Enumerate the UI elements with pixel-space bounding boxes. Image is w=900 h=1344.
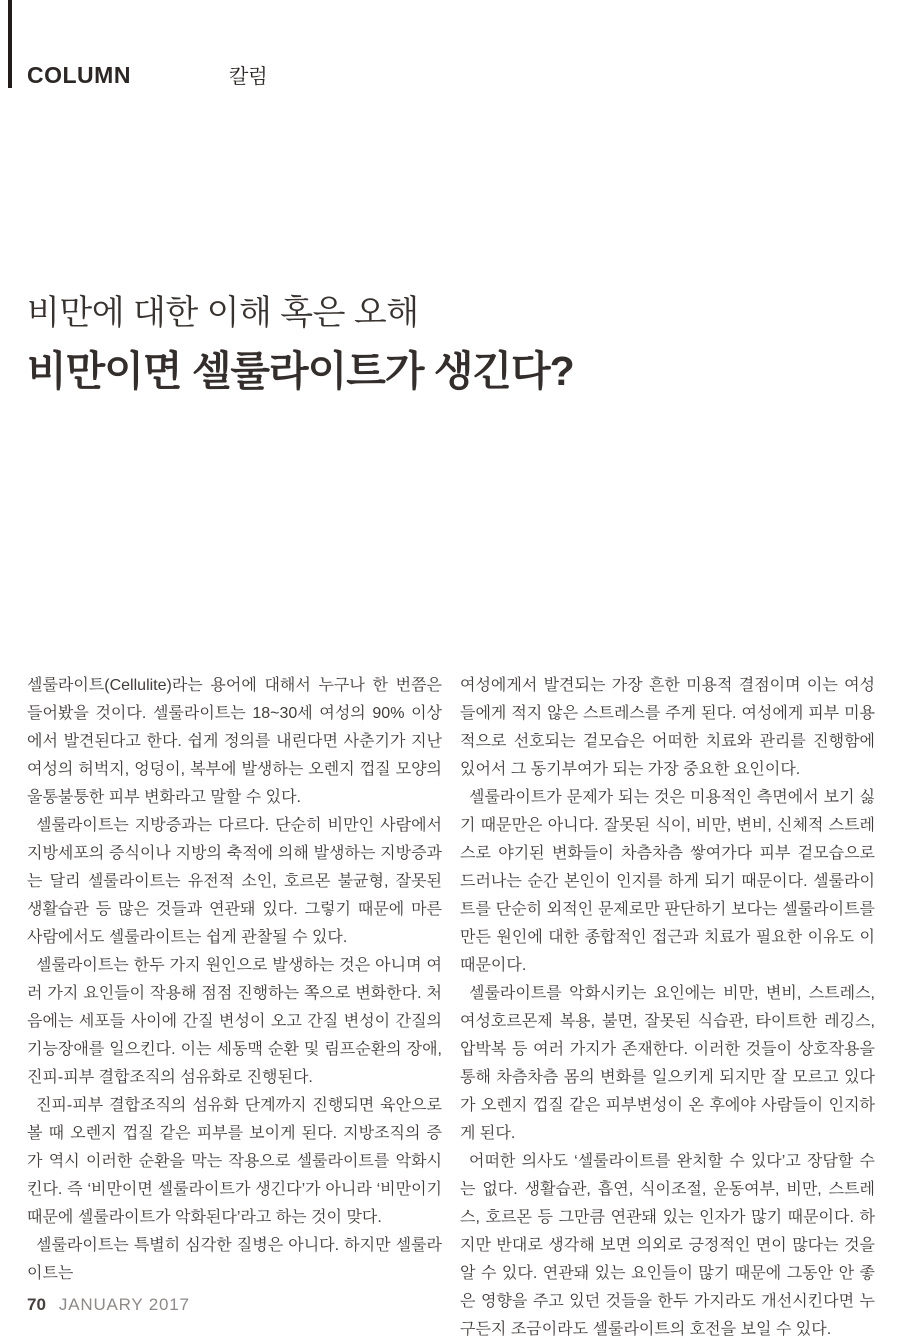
- left-edge-rule: [8, 0, 12, 88]
- page-footer: [27, 1295, 190, 1315]
- page-number: 70: [27, 1295, 46, 1314]
- body-paragraph: 셀룰라이트를 악화시키는 요인에는 비만, 변비, 스트레스, 여성호르몬제 복용, 불면, 잘못된 식습관, 타이트한 레깅스, 압박복 등 여러 가지가 존재한다. 이러한 것들이 상호작용을 통해 차츰차츰 몸의 변화를 일으키게 되지만 잘 모르고 있다가 오렌지 껍질 같은 피부변성이 온 후에야 사람들이 인지하게 된다.: [460, 985, 875, 1142]
- body-column-right: [460, 672, 875, 1344]
- section-label: COLUMN: [27, 62, 131, 88]
- page-header: [27, 60, 268, 89]
- section-label-korean: 칼럼: [228, 66, 268, 88]
- body-paragraph: 셀룰라이트는 지방증과는 다르다. 단순히 비만인 사람에서 지방세포의 증식이나 지방의 축적에 의해 발생하는 지방증과는 달리 셀룰라이트는 유전적 소인, 호르몬 불균형, 잘못된 생활습관 등 많은 것들과 연관돼 있다. 그렇기 때문에 마른 사람에서도 셀룰라이트는 쉽게 관찰될 수 있다.: [27, 817, 442, 946]
- issue-date: JANUARY 2017: [58, 1295, 190, 1314]
- body-column-left: [27, 672, 442, 1344]
- body-paragraph: 셀룰라이트는 특별히 심각한 질병은 아니다. 하지만 셀룰라이트는: [27, 1237, 442, 1282]
- article-subtitle: 비만에 대한 이해 혹은 오해: [27, 294, 419, 332]
- body-paragraph: 어떠한 의사도 ‘셀룰라이트를 완치할 수 있다’고 장담할 수는 없다. 생활습관, 흡연, 식이조절, 운동여부, 비만, 스트레스, 호르몬 등 그만큼 연관돼 있는 인자가 많기 때문이다. 하지만 반대로 생각해 보면 의외로 긍정적인 면이 많다는 것을 알 수 있다. 연관돼 있는 요인들이 많기 때문에 그동안 안 좋은 영향을 주고 있던 것들을 한두 가지라도 개선시킨다면 누구든지 조금이라도 셀룰라이트의 호전을 보일 수 있다.: [460, 1153, 875, 1338]
- body-paragraph: 셀룰라이트가 문제가 되는 것은 미용적인 측면에서 보기 싫기 때문만은 아니다. 잘못된 식이, 비만, 변비, 신체적 스트레스로 야기된 변화들이 차츰차츰 쌓여가다 피부 겉모습으로 드러나는 순간 본인이 인지를 하게 되기 때문이다. 셀룰라이트를 단순히 외적인 문제로만 판단하기 보다는 셀룰라이트를 만든 원인에 대한 종합적인 접근과 치료가 필요한 이유도 이 때문이다.: [460, 789, 875, 974]
- article-body: [27, 672, 875, 1344]
- body-paragraph: 셀룰라이트(Cellulite)라는 용어에 대해서 누구나 한 번쯤은 들어봤을 것이다. 셀룰라이트는 18~30세 여성의 90% 이상에서 발견된다고 한다. 쉽게 정의를 내린다면 사춘기가 지난 여성의 허벅지, 엉덩이, 복부에 발생하는 오렌지 껍질 모양의 울통불퉁한 피부 변화라고 말할 수 있다.: [27, 677, 442, 806]
- article-title: 비만이면 셀룰라이트가 생긴다?: [27, 347, 574, 394]
- body-paragraph: 진피-피부 결합조직의 섬유화 단계까지 진행되면 육안으로 볼 때 오렌지 껍질 같은 피부를 보이게 된다. 지방조직의 증가 역시 이러한 순환을 막는 작용으로 셀룰라이트를 악화시킨다. 즉 ‘비만이면 셀룰라이트가 생긴다’가 아니라 ‘비만이기 때문에 셀룰라이트가 악화된다’라고 하는 것이 맞다.: [27, 1097, 442, 1226]
- body-paragraph: 여성에게서 발견되는 가장 흔한 미용적 결점이며 이는 여성들에게 적지 않은 스트레스를 주게 된다. 여성에게 피부 미용적으로 선호되는 겉모습은 어떠한 치료와 관리를 진행함에 있어서 그 동기부여가 되는 가장 중요한 요인이다.: [460, 677, 875, 778]
- title-block: [27, 292, 574, 396]
- body-paragraph: 셀룰라이트는 한두 가지 원인으로 발생하는 것은 아니며 여러 가지 요인들이 작용해 점점 진행하는 쪽으로 변화한다. 처음에는 세포들 사이에 간질 변성이 오고 간질 변성이 간질의 기능장애를 일으킨다. 이는 세동맥 순환 및 림프순환의 장애, 진피-피부 결합조직의 섬유화로 진행된다.: [27, 957, 442, 1086]
